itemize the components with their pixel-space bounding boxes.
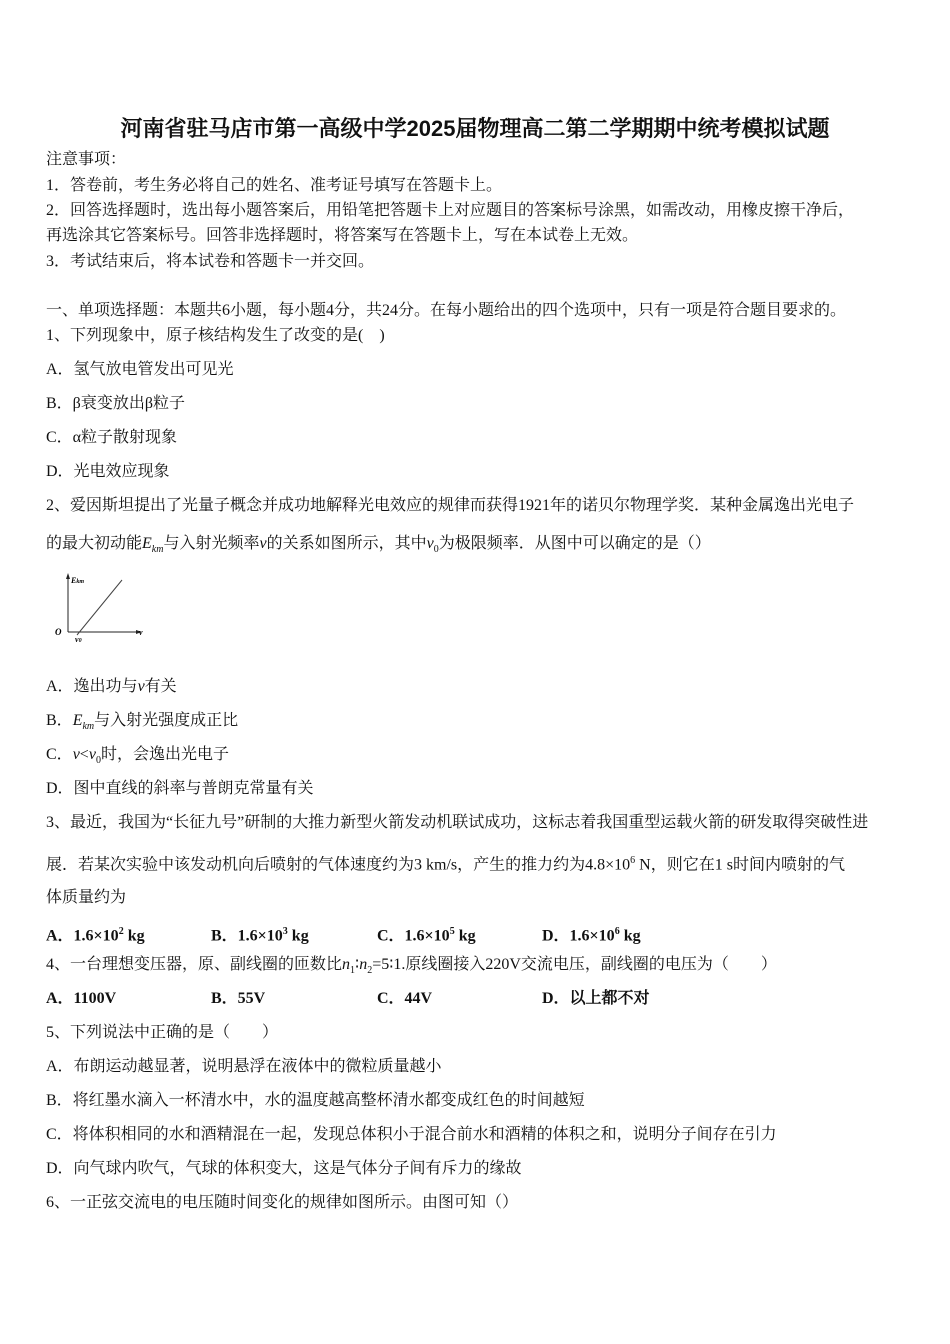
graph-line (77, 580, 122, 635)
svg-text:Ekm: Ekm (71, 576, 85, 585)
q3-option-a: A．$1.6\times 10^2$ kg (46, 926, 145, 945)
q5-option-c: C．将体积相同的水和酒精混在一起，发现总体积小于混合前水和酒精的体积之和，说明分子间存在引力 (46, 1126, 777, 1143)
note-item: 再选涂其它答案标号。回答非选择题时，将答案写在答题卡上，写在本试卷上无效。 (46, 227, 639, 244)
q3-stem-line2: 展．若某次实验中该发动机向后喷射的气体速度约为3 km/s，产生的推力约为$4.8\times 10^6$ N，则它在1 s时间内喷射的气 (46, 855, 845, 874)
q2-option-c: C．$v<v_0$时，会逸出光电子 (46, 746, 229, 767)
q6-stem: 6、一正弦交流电的电压随时间变化的规律如图所示。由图可知（） (46, 1194, 519, 1211)
note-item: 1．答卷前，考生务必将自己的姓名、准考证号填写在答题卡上。 (46, 177, 503, 194)
svg-text:ν0: ν0 (75, 635, 82, 644)
q5-option-b: B．将红墨水滴入一杯清水中，水的温度越高整杯清水都变成红色的时间越短 (46, 1092, 585, 1109)
svg-text:O: O (55, 627, 62, 637)
q2-graph (50, 570, 150, 645)
q2-stem-line2: 的最大初动能$E_{km}$与入射光频率v的关系如图所示，其中$v_0$为极限频率．从图中可以确定的是（） (46, 535, 711, 556)
q1-option-b: B．β衰变放出β粒子 (46, 395, 185, 412)
note-item: 3．考试结束后，将本试卷和答题卡一并交回。 (46, 253, 375, 270)
notes-heading: 注意事项： (46, 151, 127, 168)
q2-option-a: A．逸出功与v有关 (46, 678, 177, 695)
q1-option-a: A．氢气放电管发出可见光 (46, 361, 234, 378)
section-heading: 一、单项选择题：本题共6小题，每小题4分，共24分。在每小题给出的四个选项中，只有一项是符合题目要求的。 (46, 302, 847, 319)
q2-stem-line1: 2、爱因斯坦提出了光量子概念并成功地解释光电效应的规律而获得1921年的诺贝尔物理学奖．某种金属逸出光电子 (46, 497, 855, 514)
q1-stem: 1、下列现象中，原子核结构发生了改变的是( ) (46, 327, 385, 344)
q3-stem-line3: 体质量约为 (46, 889, 127, 906)
svg-text:ν: ν (139, 628, 143, 637)
q1-option-d: D．光电效应现象 (46, 463, 170, 480)
q2-option-b: B．$E_{km}$与入射光强度成正比 (46, 712, 239, 733)
q5-option-d: D．向气球内吹气，气球的体积变大，这是气体分子间有斥力的缘故 (46, 1160, 522, 1177)
q3-option-b: B．$1.6\times 10^3$ kg (211, 926, 309, 945)
q4-option-c: C．44V (377, 990, 433, 1007)
q3-stem-line1: 3、最近，我国为“长征九号”研制的大推力新型火箭发动机联试成功，这标志着我国重型运载火箭的研发取得突破性进 (46, 814, 869, 831)
q3-option-d: D．$1.6\times 10^6$ kg (542, 926, 641, 945)
page-title: 河南省驻马店市第一高级中学2025届物理高二第二学期期中统考模拟试题 (120, 116, 830, 141)
q5-stem: 5、下列说法中正确的是（ ） (46, 1024, 279, 1041)
q5-option-a: A．布朗运动越显著，说明悬浮在液体中的微粒质量越小 (46, 1058, 442, 1075)
q4-option-a: A．1100V (46, 990, 117, 1007)
q4-option-d: D．以上都不对 (542, 990, 650, 1007)
q3-option-c: C．$1.6\times 10^5$ kg (377, 926, 476, 945)
note-item: 2．回答选择题时，选出每小题答案后，用铅笔把答题卡上对应题目的答案标号涂黑，如需改动，用橡皮擦干净后， (46, 202, 855, 219)
q2-option-d: D．图中直线的斜率与普朗克常量有关 (46, 780, 314, 797)
q1-option-c: C．α粒子散射现象 (46, 429, 178, 446)
q4-stem: 4、一台理想变压器，原、副线圈的匝数比$n_1∶n_2=5∶1$.原线圈接入220V交流电压，副线圈的电压为（ ） (46, 956, 777, 977)
q4-option-b: B．55V (211, 990, 266, 1007)
